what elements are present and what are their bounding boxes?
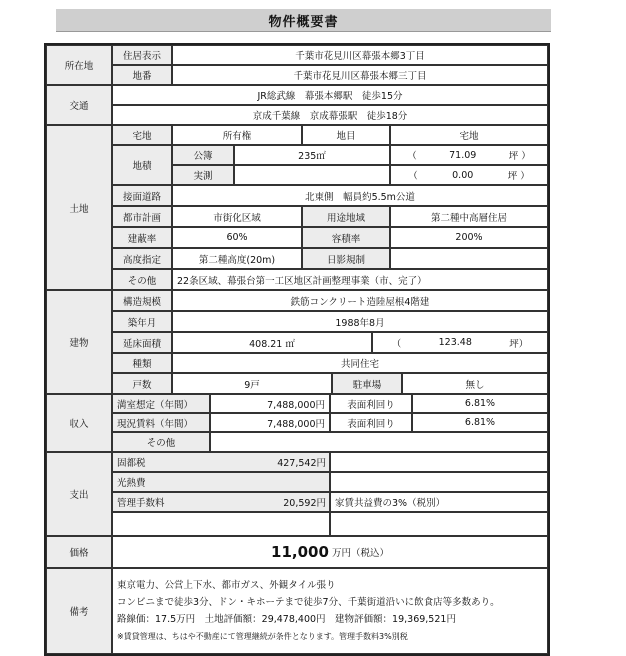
land-other-label: その他 <box>112 269 172 290</box>
floor-tsubo-cell <box>372 332 548 353</box>
registry-tsubo-cell <box>390 145 548 165</box>
height-label: 高度指定 <box>112 248 172 269</box>
building-section-label: 建物 <box>46 290 112 394</box>
structure-value: 鉄筋コンクリート造陸屋根4階建 <box>172 290 548 311</box>
structure-label: 構造規模 <box>112 290 172 311</box>
expense-section-label: 支出 <box>46 452 112 536</box>
lot-label: 地番 <box>112 65 172 85</box>
land-other-value: 22条区域、幕張台第一工区地区計画整理事業（市、完了） <box>172 269 548 290</box>
parking-value: 無し <box>402 373 548 394</box>
full-yield-value: 6.81% <box>412 394 548 413</box>
remarks-line2: コンビニまで徒歩3分、ドン・キホーテまで徒歩7分、千葉街道沿いに飲食店等多数あり。 <box>117 597 500 608</box>
units-value: 9戸 <box>172 373 332 394</box>
floor-label: 延床面積 <box>112 332 172 353</box>
survey-area <box>234 165 390 185</box>
type-value: 共同住宅 <box>172 353 548 373</box>
road-label: 接面道路 <box>112 185 172 206</box>
land-section-label: 土地 <box>46 125 112 290</box>
zoning-value: 第二種中高層住居 <box>390 206 548 227</box>
price-amount: 11,000 <box>271 543 329 561</box>
floor-area: 408.21 ㎡ <box>172 332 372 353</box>
floor-tsubo-open: （ <box>391 338 402 350</box>
utility-label: 光熱費 <box>112 472 330 492</box>
current-income-label: 現況賃料（年間） <box>112 413 210 432</box>
bcr-value: 60% <box>172 227 302 248</box>
transport-line1: JR総武線 幕張本郷駅 徒歩15分 <box>112 85 548 105</box>
remarks-line1: 東京電力、公営上下水、都市ガス、外観タイル張り <box>117 580 336 591</box>
utility-note <box>330 472 548 492</box>
income-section-label: 収入 <box>46 394 112 452</box>
planning-label: 都市計画 <box>112 206 172 227</box>
survey-tsubo-unit: 坪 ） <box>507 171 530 182</box>
registry-tsubo-open: （ <box>407 151 417 162</box>
land-category: 宅地 <box>390 125 548 145</box>
units-label: 戸数 <box>112 373 172 394</box>
price-section-label: 価格 <box>46 536 112 568</box>
location-section-label: 所在地 <box>46 45 112 85</box>
document-title: 物件概要書 <box>268 15 339 30</box>
tax-label: 固都税 <box>112 452 330 472</box>
planning-value: 市街化区域 <box>172 206 302 227</box>
mgmt-value: 20,592円 <box>283 498 326 509</box>
parking-label: 駐車場 <box>332 373 402 394</box>
current-yield-label: 表面利回り <box>330 413 412 432</box>
remarks-line4: ※賃貸管理は、ちはや不動産にて管理継続が条件となります。管理手数料3%別税 <box>117 632 408 641</box>
land-use-label: 宅地 <box>112 125 172 145</box>
far-value: 200% <box>390 227 548 248</box>
transport-section-label: 交通 <box>46 85 112 125</box>
height-value: 第二種高度(20m) <box>172 248 302 269</box>
land-area-label: 地積 <box>112 145 172 185</box>
built-label: 築年月 <box>112 311 172 332</box>
land-ownership: 所有権 <box>172 125 302 145</box>
built-value: 1988年8月 <box>172 311 548 332</box>
registry-label: 公簿 <box>172 145 234 165</box>
full-yield-label: 表面利回り <box>330 394 412 413</box>
floor-tsubo-unit: 坪） <box>509 338 529 350</box>
address-value: 千葉市花見川区幕張本郷3丁目 <box>172 45 548 65</box>
address-label: 住居表示 <box>112 45 172 65</box>
shadow-value <box>390 248 548 269</box>
price-unit: 万円（税込） <box>331 548 389 559</box>
far-label: 容積率 <box>302 227 390 248</box>
current-yield-value: 6.81% <box>412 413 548 432</box>
land-category-label: 地目 <box>302 125 390 145</box>
income-other-label: その他 <box>112 432 210 452</box>
registry-tsubo-unit: 坪 ） <box>508 151 531 162</box>
survey-tsubo-open: （ <box>408 171 418 182</box>
remarks-section-label: 備考 <box>46 568 112 654</box>
full-income-value: 7,488,000円 <box>210 394 330 413</box>
mgmt-label: 管理手数料 <box>112 492 330 512</box>
title-bar <box>56 9 551 32</box>
expense-blank-left <box>112 512 330 536</box>
lot-value: 千葉市花見川区幕張本郷三丁目 <box>172 65 548 85</box>
tax-note <box>330 452 548 472</box>
survey-tsubo: 0.00 <box>452 169 474 181</box>
full-income-label: 満室想定（年間） <box>112 394 210 413</box>
remarks-cell <box>112 568 548 654</box>
floor-tsubo: 123.48 <box>438 337 472 348</box>
expense-blank-right <box>330 512 548 536</box>
type-label: 種類 <box>112 353 172 373</box>
bcr-label: 建蔽率 <box>112 227 172 248</box>
registry-tsubo: 71.09 <box>449 149 477 161</box>
current-income-value: 7,488,000円 <box>210 413 330 432</box>
zoning-label: 用途地域 <box>302 206 390 227</box>
transport-line2: 京成千葉線 京成幕張駅 徒歩18分 <box>112 105 548 125</box>
tax-value: 427,542円 <box>277 458 326 469</box>
registry-area: 235㎡ <box>234 145 390 165</box>
survey-tsubo-cell <box>390 165 548 185</box>
remarks-line3: 路線価：17.5万円 土地評価額：29,478,400円 建物評価額：19,369,521円 <box>117 614 456 625</box>
mgmt-note: 家賃共益費の3%（税別） <box>330 492 548 512</box>
shadow-label: 日影規制 <box>302 248 390 269</box>
price-value-cell <box>112 536 548 568</box>
survey-label: 実測 <box>172 165 234 185</box>
income-other-value <box>210 432 548 452</box>
road-value: 北東側 幅員約5.5m公道 <box>172 185 548 206</box>
